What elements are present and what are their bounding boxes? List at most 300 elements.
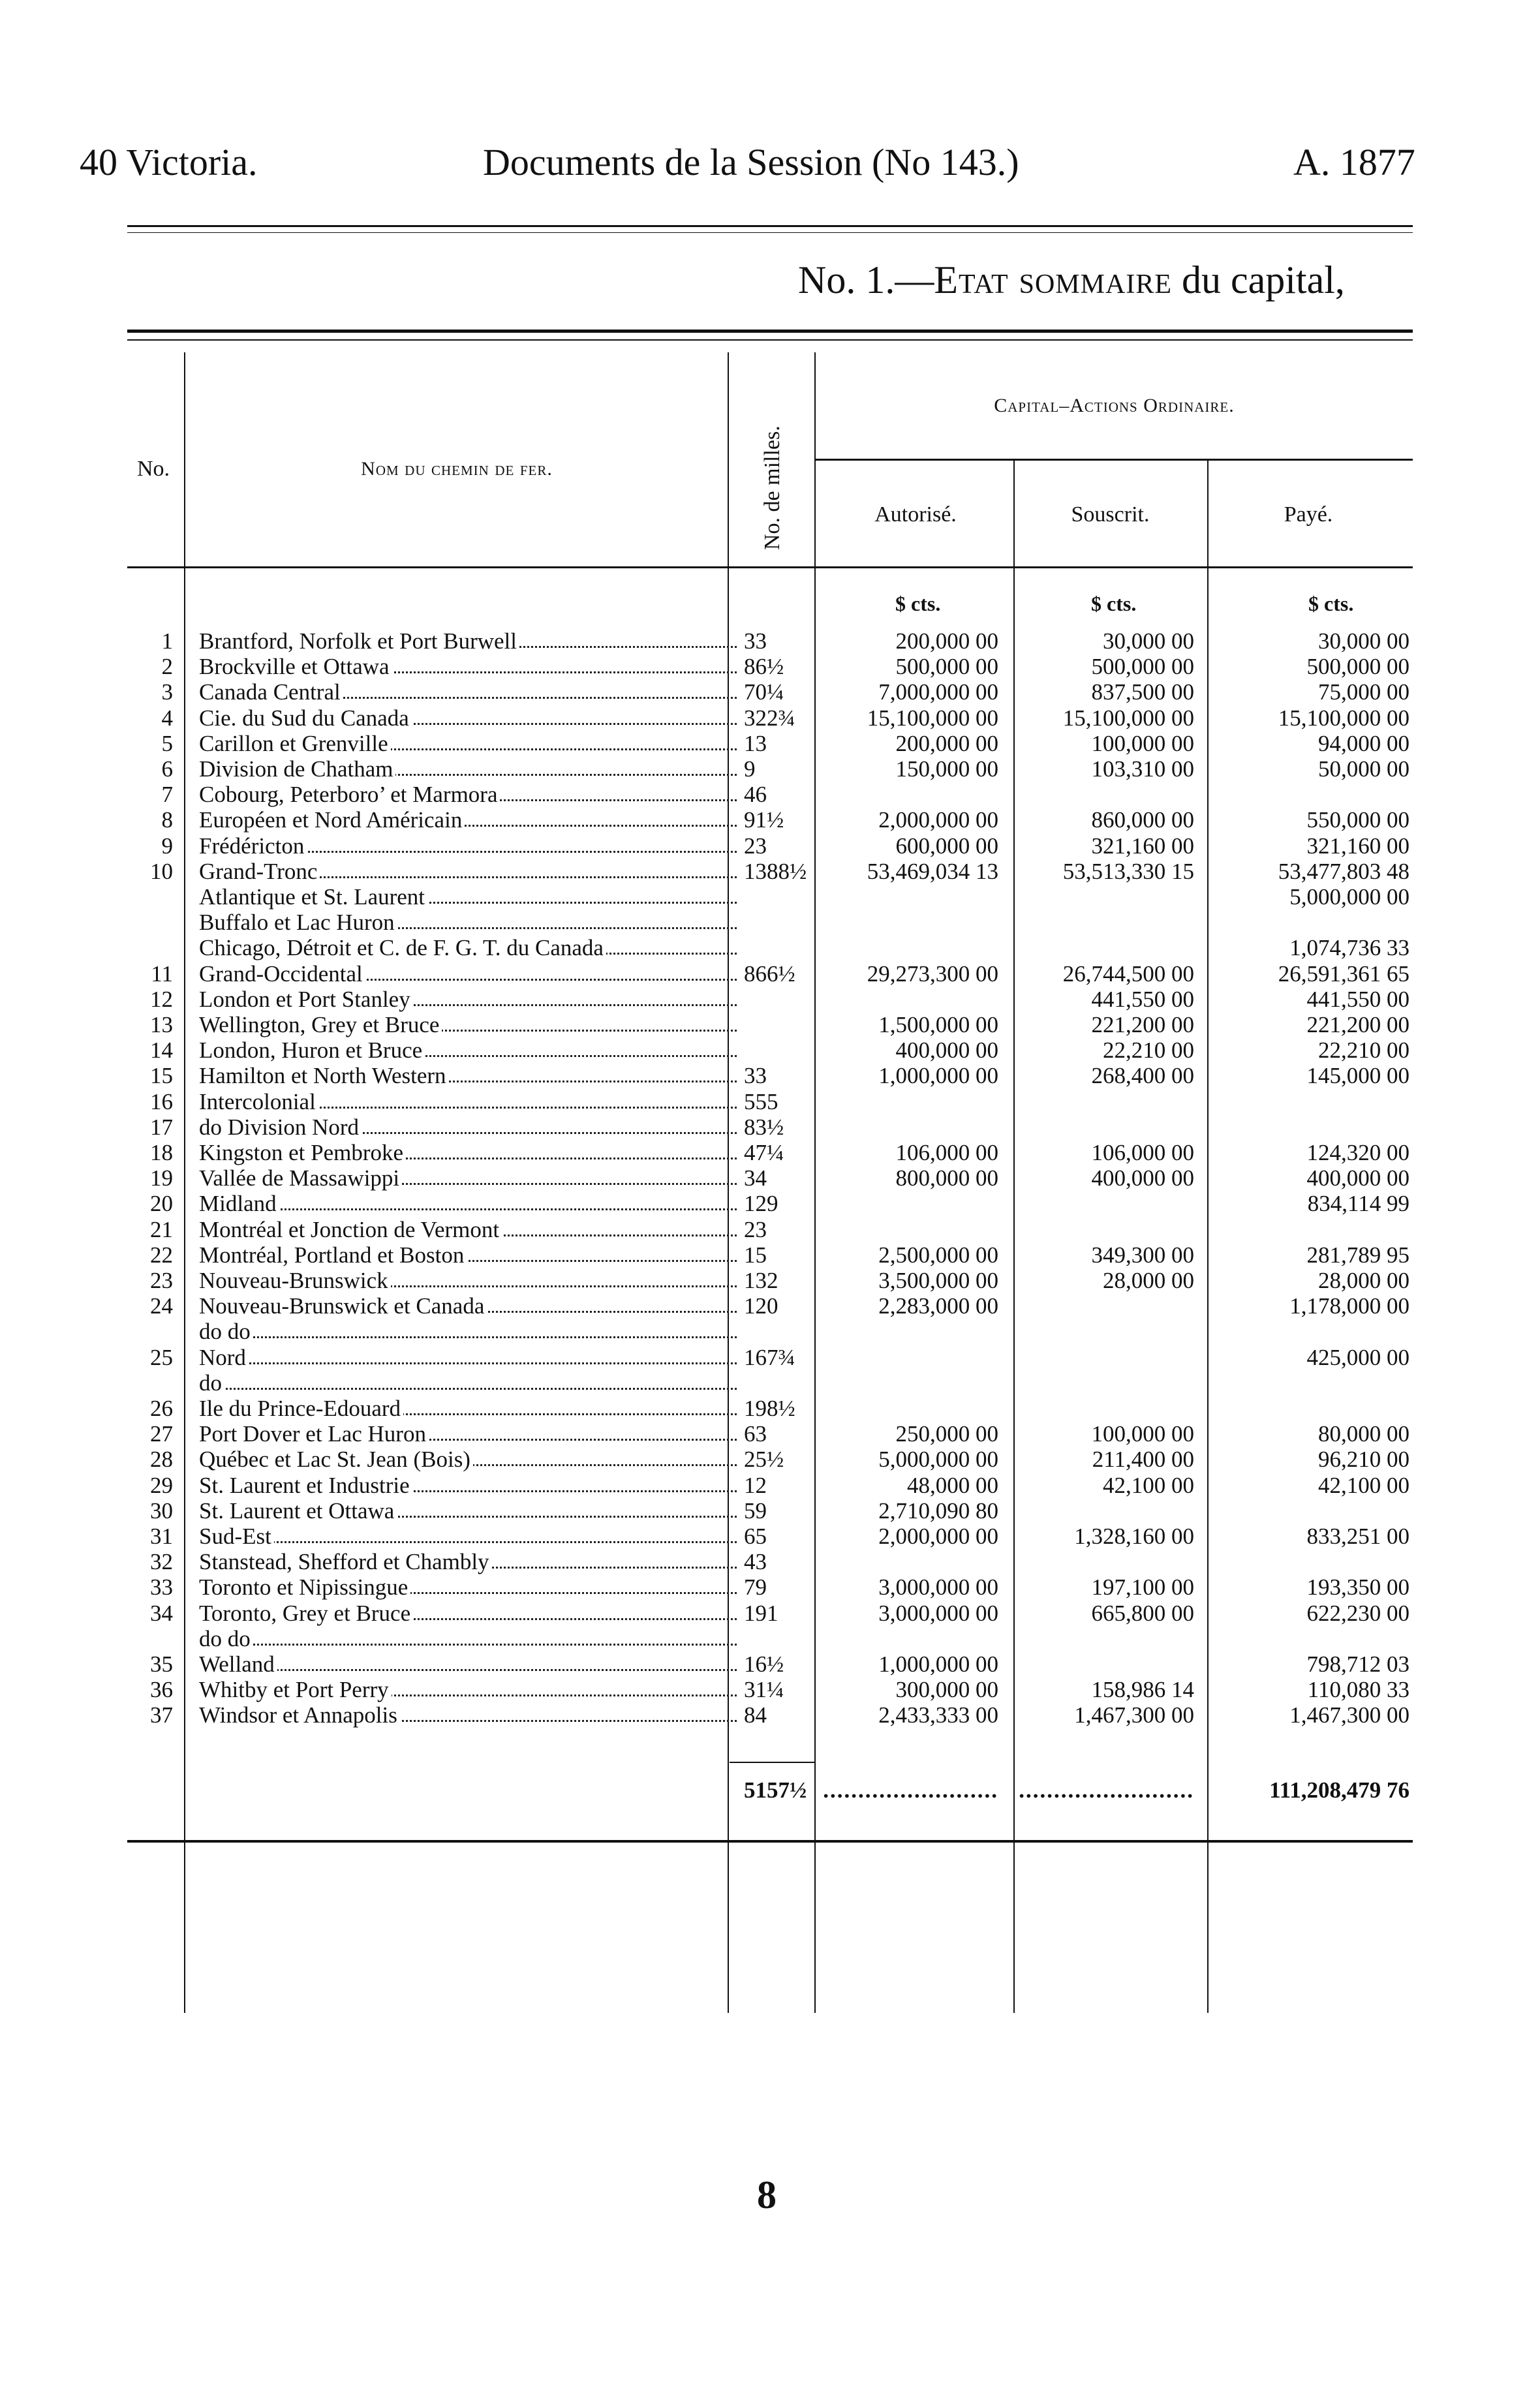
table-row [0, 1243, 1540, 1268]
miles-value: 33 [744, 628, 767, 654]
col-head-name: Nom du chemin de fer. [361, 458, 553, 480]
souscrit-value: 158,986 14 [1091, 1677, 1194, 1702]
railway-name: Toronto, Grey et Bruce [199, 1601, 413, 1626]
miles-value: 65 [744, 1524, 767, 1549]
table-row [0, 706, 1540, 731]
subtitle-suffix: du capital, [1171, 258, 1345, 301]
header-rule-thin [127, 232, 1413, 233]
souscrit-value: 100,000 00 [1091, 731, 1194, 756]
souscrit-value: 1,467,300 00 [1074, 1702, 1194, 1728]
paye-value: 145,000 00 [1306, 1063, 1409, 1088]
table-row [0, 1703, 1540, 1728]
paye-value: 124,320 00 [1306, 1140, 1409, 1165]
railway-name: St. Laurent et Ottawa [199, 1499, 397, 1524]
railway-name: do do [199, 1627, 253, 1651]
header-center: Documents de la Session (No 143.) [483, 141, 1019, 183]
paye-value: 22,210 00 [1318, 1037, 1409, 1063]
row-number: 30 [150, 1498, 173, 1524]
miles-value: 33 [744, 1063, 767, 1088]
souscrit-value: 42,100 00 [1103, 1473, 1194, 1498]
row-number: 18 [150, 1140, 173, 1165]
totals-row [0, 1778, 1540, 1803]
railway-name-cell [199, 757, 741, 782]
railway-name: Hamilton et North Western [199, 1064, 449, 1088]
autorise-value: 150,000 00 [895, 756, 998, 782]
autorise-value: 2,283,000 00 [878, 1293, 998, 1319]
souscrit-value: 221,200 00 [1091, 1012, 1194, 1037]
miles-value: 59 [744, 1498, 767, 1524]
row-number: 22 [150, 1242, 173, 1268]
railway-name-cell [199, 654, 741, 679]
autorise-value: 2,000,000 00 [878, 807, 998, 833]
table-row [0, 808, 1540, 833]
row-number: 19 [150, 1165, 173, 1191]
autorise-value: 2,710,090 80 [878, 1498, 998, 1524]
miles-value: 198½ [744, 1396, 795, 1421]
railway-name-cell [199, 1627, 741, 1651]
railway-name-cell [199, 1191, 741, 1216]
row-number: 10 [150, 859, 173, 884]
paye-value: 441,550 00 [1306, 987, 1409, 1012]
miles-value: 23 [744, 1217, 767, 1242]
souscrit-value: 441,550 00 [1091, 987, 1194, 1012]
railway-name: St. Laurent et Industrie [199, 1473, 412, 1498]
railway-name: Welland [199, 1652, 277, 1677]
table-row [0, 834, 1540, 859]
autorise-value: 300,000 00 [895, 1677, 998, 1702]
railway-name-cell [199, 1218, 741, 1242]
table-row [0, 1218, 1540, 1242]
subtitle-prefix: No. 1.— [798, 258, 934, 301]
miles-value: 31¼ [744, 1677, 784, 1702]
row-number: 5 [161, 731, 173, 756]
autorise-value: 1,000,000 00 [878, 1063, 998, 1088]
total-miles: 5157½ [744, 1777, 807, 1803]
miles-value: 16½ [744, 1651, 784, 1677]
railway-name: Cobourg, Peterboro’ et Marmora [199, 782, 500, 807]
row-number: 26 [150, 1396, 173, 1421]
autorise-value: 5,000,000 00 [878, 1447, 998, 1472]
railway-name-cell [199, 1473, 741, 1498]
railway-name: Ile du Prince-Edouard [199, 1396, 403, 1421]
railway-name-cell [199, 706, 741, 731]
railway-name: Buffalo et Lac Huron [199, 910, 397, 935]
table-row [0, 1013, 1540, 1037]
paye-value: 400,000 00 [1306, 1165, 1409, 1191]
row-number: 8 [161, 807, 173, 833]
railway-name-cell [199, 1371, 741, 1396]
table-row [0, 680, 1540, 705]
souscrit-value: 268,400 00 [1091, 1063, 1194, 1088]
row-number: 28 [150, 1447, 173, 1472]
table-row [0, 936, 1540, 960]
row-number: 23 [150, 1268, 173, 1293]
header-left: 40 Victoria. [80, 141, 258, 183]
table-row [0, 1345, 1540, 1370]
totals-top-rule [730, 1762, 814, 1763]
railway-name-cell [199, 1294, 741, 1319]
autorise-value: 1,500,000 00 [878, 1012, 998, 1037]
railway-name-cell [199, 1422, 741, 1447]
miles-value: 1388½ [744, 859, 807, 884]
table-top-rule-2 [127, 339, 1413, 341]
row-number: 12 [150, 987, 173, 1012]
miles-value: 132 [744, 1268, 778, 1293]
total-pay: 111,208,479 76 [1269, 1777, 1409, 1803]
row-number: 27 [150, 1421, 173, 1447]
miles-value: 84 [744, 1702, 767, 1728]
paye-value: 5,000,000 00 [1289, 884, 1409, 910]
railway-name: Nouveau-Brunswick [199, 1268, 391, 1293]
railway-name: Division de Chatham [199, 757, 395, 782]
miles-value: 13 [744, 731, 767, 756]
miles-value: 83½ [744, 1114, 784, 1140]
souscrit-value: 106,000 00 [1091, 1140, 1194, 1165]
railway-name-cell [199, 1703, 741, 1728]
railway-name-cell [199, 859, 741, 884]
autorise-value: 3,000,000 00 [878, 1601, 998, 1626]
paye-value: 26,591,361 65 [1278, 961, 1409, 987]
railway-name: Nouveau-Brunswick et Canada [199, 1294, 487, 1319]
table-row [0, 731, 1540, 756]
paye-value: 42,100 00 [1318, 1473, 1409, 1498]
railway-name: Brockville et Ottawa [199, 654, 392, 679]
autorise-value: 48,000 00 [907, 1473, 998, 1498]
autorise-value: 500,000 00 [895, 654, 998, 679]
miles-value: 63 [744, 1421, 767, 1447]
paye-value: 834,114 99 [1307, 1191, 1409, 1216]
paye-value: 15,100,000 00 [1278, 705, 1409, 731]
souscrit-value: 30,000 00 [1103, 628, 1194, 654]
row-number: 32 [150, 1549, 173, 1574]
header-right: A. 1877 [1293, 141, 1415, 183]
row-number: 15 [150, 1063, 173, 1088]
miles-value: 25½ [744, 1447, 784, 1472]
table-row [0, 1268, 1540, 1293]
miles-value: 9 [744, 756, 756, 782]
paye-value: 425,000 00 [1306, 1345, 1409, 1370]
railway-name: Toronto et Nipissingue [199, 1575, 410, 1600]
railway-name-cell [199, 1115, 741, 1140]
railway-name-cell [199, 834, 741, 859]
table-top-rule [127, 330, 1413, 333]
unit-paye: $ cts. [1308, 592, 1354, 615]
autorise-value: 200,000 00 [895, 628, 998, 654]
table-row [0, 629, 1540, 654]
autorise-value: 3,000,000 00 [878, 1574, 998, 1600]
paye-value: 281,789 95 [1306, 1242, 1409, 1268]
table-row [0, 1601, 1540, 1626]
railway-name: Whitby et Port Perry [199, 1678, 392, 1702]
railway-name: Européen et Nord Américain [199, 808, 465, 833]
autorise-value: 106,000 00 [895, 1140, 998, 1165]
row-number: 6 [161, 756, 173, 782]
col-head-miles: No. de milles. [760, 425, 784, 550]
souscrit-value: 1,328,160 00 [1074, 1524, 1194, 1549]
table-row [0, 1038, 1540, 1063]
autorise-value: 2,433,333 00 [878, 1702, 998, 1728]
paye-value: 110,080 33 [1307, 1677, 1409, 1702]
row-number: 4 [161, 705, 173, 731]
table-row [0, 1191, 1540, 1216]
row-number: 36 [150, 1677, 173, 1702]
railway-name: do [199, 1371, 224, 1396]
railway-name: Grand-Occidental [199, 962, 365, 987]
souscrit-value: 197,100 00 [1091, 1574, 1194, 1600]
railway-name-cell [199, 1038, 741, 1063]
railway-name: do Division Nord [199, 1115, 362, 1140]
railway-name-cell [199, 987, 741, 1012]
table-row [0, 1115, 1540, 1140]
row-number: 1 [161, 628, 173, 654]
paye-value: 94,000 00 [1318, 731, 1409, 756]
table-row [0, 885, 1540, 910]
table-row [0, 1396, 1540, 1421]
table-row [0, 1447, 1540, 1472]
railway-name: London et Port Stanley [199, 987, 413, 1012]
row-number: 16 [150, 1089, 173, 1114]
row-number: 3 [161, 679, 173, 705]
railway-name-cell [199, 910, 741, 935]
railway-name: Québec et Lac St. Jean (Bois) [199, 1447, 473, 1472]
railway-name-cell [199, 962, 741, 987]
souscrit-value: 26,744,500 00 [1062, 961, 1194, 987]
railway-name-cell [199, 782, 741, 807]
row-number: 20 [150, 1191, 173, 1216]
autorise-value: 53,469,034 13 [867, 859, 998, 884]
table-row [0, 1166, 1540, 1191]
table-row [0, 987, 1540, 1012]
railway-name-cell [199, 1345, 741, 1370]
table-subtitle [798, 258, 1345, 303]
autorise-value: 1,000,000 00 [878, 1651, 998, 1677]
railway-name: Frédéricton [199, 834, 307, 859]
railway-name: Canada Central [199, 680, 343, 705]
miles-value: 167¾ [744, 1345, 795, 1370]
row-number: 24 [150, 1293, 173, 1319]
header-bottom-rule [127, 566, 1413, 568]
table-row [0, 1652, 1540, 1677]
miles-value: 43 [744, 1549, 767, 1574]
header-rule [127, 225, 1413, 227]
railway-name-cell [199, 680, 741, 705]
paye-value: 500,000 00 [1306, 654, 1409, 679]
col-head-group: Capital–Actions Ordinaire. [994, 395, 1235, 416]
railway-name-cell [199, 1013, 741, 1037]
table-bottom-rule [127, 1840, 1413, 1843]
table-row [0, 1319, 1540, 1344]
miles-value: 23 [744, 833, 767, 859]
railway-name: Brantford, Norfolk et Port Burwell [199, 629, 519, 654]
table-row [0, 1090, 1540, 1114]
col-head-paye: Payé. [1284, 502, 1333, 527]
miles-value: 12 [744, 1473, 767, 1498]
page-number: 8 [757, 2173, 777, 2216]
railway-name-cell [199, 731, 741, 756]
railway-name: do do [199, 1319, 253, 1344]
table-row [0, 1064, 1540, 1088]
autorise-value: 600,000 00 [895, 833, 998, 859]
paye-value: 96,210 00 [1318, 1447, 1409, 1472]
miles-value: 79 [744, 1574, 767, 1600]
table-row [0, 910, 1540, 935]
table-row [0, 1371, 1540, 1396]
railway-name-cell [199, 1396, 741, 1421]
col-head-souscrit: Souscrit. [1071, 502, 1150, 527]
railway-name: Grand-Tronc [199, 859, 320, 884]
railway-name-cell [199, 1601, 741, 1626]
railway-name-cell [199, 1447, 741, 1472]
railway-name-cell [199, 1575, 741, 1600]
paye-value: 321,160 00 [1306, 833, 1409, 859]
row-number: 25 [150, 1345, 173, 1370]
subtitle-smallcaps: Etat sommaire [934, 258, 1172, 301]
table-row [0, 654, 1540, 679]
railway-name: Carillon et Grenville [199, 731, 391, 756]
row-number: 9 [161, 833, 173, 859]
row-number: 14 [150, 1037, 173, 1063]
railway-name: Wellington, Grey et Bruce [199, 1013, 442, 1037]
miles-value: 70¼ [744, 679, 784, 705]
railway-name-cell [199, 629, 741, 654]
total-aut-leader: ......................... [823, 1777, 998, 1803]
table-row [0, 1141, 1540, 1165]
autorise-value: 400,000 00 [895, 1037, 998, 1063]
souscrit-value: 860,000 00 [1091, 807, 1194, 833]
paye-value: 80,000 00 [1318, 1421, 1409, 1447]
souscrit-value: 665,800 00 [1091, 1601, 1194, 1626]
railway-name: Montréal et Jonction de Vermont [199, 1218, 502, 1242]
paye-value: 221,200 00 [1306, 1012, 1409, 1037]
table-row [0, 1473, 1540, 1498]
railway-name-cell [199, 1652, 741, 1677]
souscrit-value: 211,400 00 [1092, 1447, 1194, 1472]
table-row [0, 1422, 1540, 1447]
railway-name-cell [199, 1141, 741, 1165]
railway-name-cell [199, 1243, 741, 1268]
paye-value: 75,000 00 [1318, 679, 1409, 705]
autorise-value: 2,500,000 00 [878, 1242, 998, 1268]
table-row [0, 782, 1540, 807]
row-number: 17 [150, 1114, 173, 1140]
autorise-value: 800,000 00 [895, 1165, 998, 1191]
souscrit-value: 15,100,000 00 [1062, 705, 1194, 731]
paye-value: 550,000 00 [1306, 807, 1409, 833]
railway-name-cell [199, 885, 741, 910]
railway-name-cell [199, 1064, 741, 1088]
row-number: 2 [161, 654, 173, 679]
souscrit-value: 103,310 00 [1091, 756, 1194, 782]
railway-name: Montréal, Portland et Boston [199, 1243, 467, 1268]
unit-autorise: $ cts. [895, 592, 941, 615]
miles-value: 15 [744, 1242, 767, 1268]
paye-value: 30,000 00 [1318, 628, 1409, 654]
row-number: 37 [150, 1702, 173, 1728]
table-row [0, 859, 1540, 884]
railway-name: Stanstead, Shefford et Chambly [199, 1550, 492, 1574]
row-number: 7 [161, 782, 173, 807]
railway-name: Nord [199, 1345, 249, 1370]
miles-value: 866½ [744, 961, 795, 987]
autorise-value: 250,000 00 [895, 1421, 998, 1447]
railway-name-cell [199, 1499, 741, 1524]
table-row [0, 1524, 1540, 1549]
miles-value: 47¼ [744, 1140, 784, 1165]
paye-value: 1,178,000 00 [1289, 1293, 1409, 1319]
railway-name: Kingston et Pembroke [199, 1141, 406, 1165]
railway-name: Sud-Est [199, 1524, 274, 1549]
table-row [0, 1627, 1540, 1651]
souscrit-value: 22,210 00 [1103, 1037, 1194, 1063]
paye-value: 833,251 00 [1306, 1524, 1409, 1549]
souscrit-value: 400,000 00 [1091, 1165, 1194, 1191]
paye-value: 28,000 00 [1318, 1268, 1409, 1293]
group-sub-rule [816, 459, 1413, 461]
miles-value: 91½ [744, 807, 784, 833]
railway-name-cell [199, 936, 741, 960]
table-row [0, 757, 1540, 782]
paye-value: 622,230 00 [1306, 1601, 1409, 1626]
railway-name: Windsor et Annapolis [199, 1703, 400, 1728]
railway-name: Vallée de Massawippi [199, 1166, 402, 1191]
paye-value: 50,000 00 [1318, 756, 1409, 782]
railway-name: Chicago, Détroit et C. de F. G. T. du Canada [199, 936, 606, 960]
table-row [0, 962, 1540, 987]
row-number: 11 [151, 961, 173, 987]
miles-value: 129 [744, 1191, 778, 1216]
railway-name: Cie. du Sud du Canada [199, 706, 412, 731]
paye-value: 53,477,803 48 [1278, 859, 1409, 884]
table-row [0, 1499, 1540, 1524]
row-number: 21 [150, 1217, 173, 1242]
row-number: 31 [150, 1524, 173, 1549]
row-number: 33 [150, 1574, 173, 1600]
souscrit-value: 100,000 00 [1091, 1421, 1194, 1447]
miles-value: 46 [744, 782, 767, 807]
row-number: 35 [150, 1651, 173, 1677]
unit-souscrit: $ cts. [1091, 592, 1137, 615]
souscrit-value: 321,160 00 [1091, 833, 1194, 859]
autorise-value: 200,000 00 [895, 731, 998, 756]
paye-value: 1,074,736 33 [1289, 935, 1409, 960]
souscrit-value: 500,000 00 [1091, 654, 1194, 679]
railway-name-cell [199, 1550, 741, 1574]
col-head-no: No. [136, 457, 170, 481]
table-row [0, 1678, 1540, 1702]
autorise-value: 3,500,000 00 [878, 1268, 998, 1293]
table-row [0, 1294, 1540, 1319]
paye-value: 1,467,300 00 [1289, 1702, 1409, 1728]
railway-name-cell [199, 1678, 741, 1702]
souscrit-value: 28,000 00 [1103, 1268, 1194, 1293]
railway-name-cell [199, 1524, 741, 1549]
miles-value: 34 [744, 1165, 767, 1191]
souscrit-value: 349,300 00 [1091, 1242, 1194, 1268]
total-sou-leader: ......................... [1019, 1777, 1194, 1803]
paye-value: 798,712 03 [1306, 1651, 1409, 1677]
table-row [0, 1575, 1540, 1600]
railway-name-cell [199, 1319, 741, 1344]
row-number: 34 [150, 1601, 173, 1626]
railway-name: Intercolonial [199, 1090, 318, 1114]
miles-value: 191 [744, 1601, 778, 1626]
railway-name: Atlantique et St. Laurent [199, 885, 427, 910]
autorise-value: 2,000,000 00 [878, 1524, 998, 1549]
railway-name: Port Dover et Lac Huron [199, 1422, 429, 1447]
autorise-value: 7,000,000 00 [878, 679, 998, 705]
railway-name-cell [199, 1090, 741, 1114]
miles-value: 120 [744, 1293, 778, 1319]
